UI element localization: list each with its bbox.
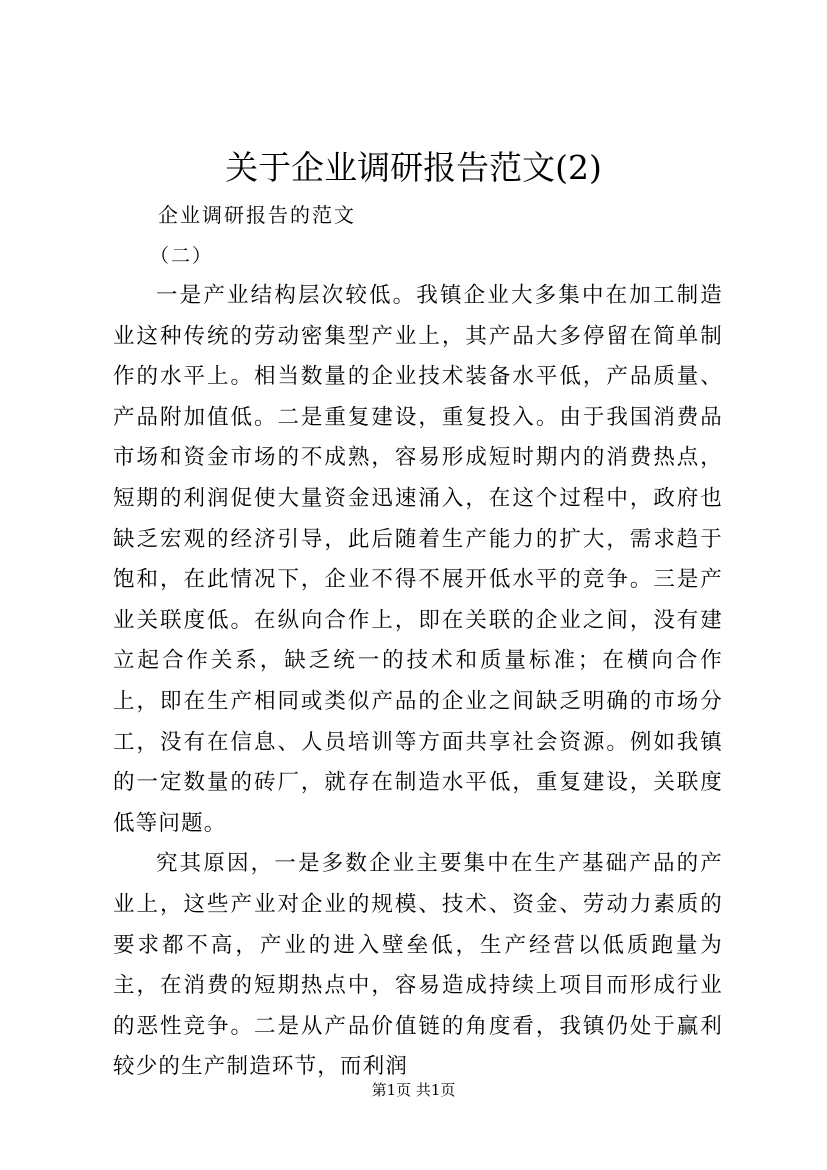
body-text (113, 276, 723, 1088)
paragraph-2: 究其原因，一是多数企业主要集中在生产基础产品的产业上，这些产业对企业的规模、技术、资金、劳动力素质的要求都不高，产业的进入壁垒低，生产经营以低质跑量为主，在消费的短期热点中，容易造成持续上项目而形成行业的恶性竞争。二是从产品价值链的角度看，我镇仍处于赢利较少的生产制造环节，而利润 (113, 851, 723, 1080)
document-subtitle: 企业调研报告的范文 (158, 203, 356, 227)
page-footer: 第1页 共1页 (371, 1081, 456, 1099)
paragraph-1: 一是产业结构层次较低。我镇企业大多集中在加工制造业这种传统的劳动密集型产业上，其产品大多停留在简单制作的水平上。相当数量的企业技术装备水平低，产品质量、产品附加值低。二是重复建设，重复投入。由于我国消费品市场和资金市场的不成熟，容易形成短时期内的消费热点，短期的利润促使大量资金迅速涌入，在这个过程中，政府也缺乏宏观的经济引导，此后随着生产能力的扩大，需求趋于饱和，在此情况下，企业不得不展开低水平的竞争。三是产业关联度低。在纵向合作上，即在关联的企业之间，没有建立起合作关系，缺乏统一的技术和质量标准；在横向合作上，即在生产相同或类似产品的企业之间缺乏明确的市场分工，没有在信息、人员培训等方面共享社会资源。例如我镇的一定数量的砖厂，就存在制造水平低，重复建设，关联度低等问题。 (113, 283, 723, 836)
section-marker: （二） (150, 245, 214, 267)
document-title: 关于企业调研报告范文(2) (225, 148, 602, 187)
